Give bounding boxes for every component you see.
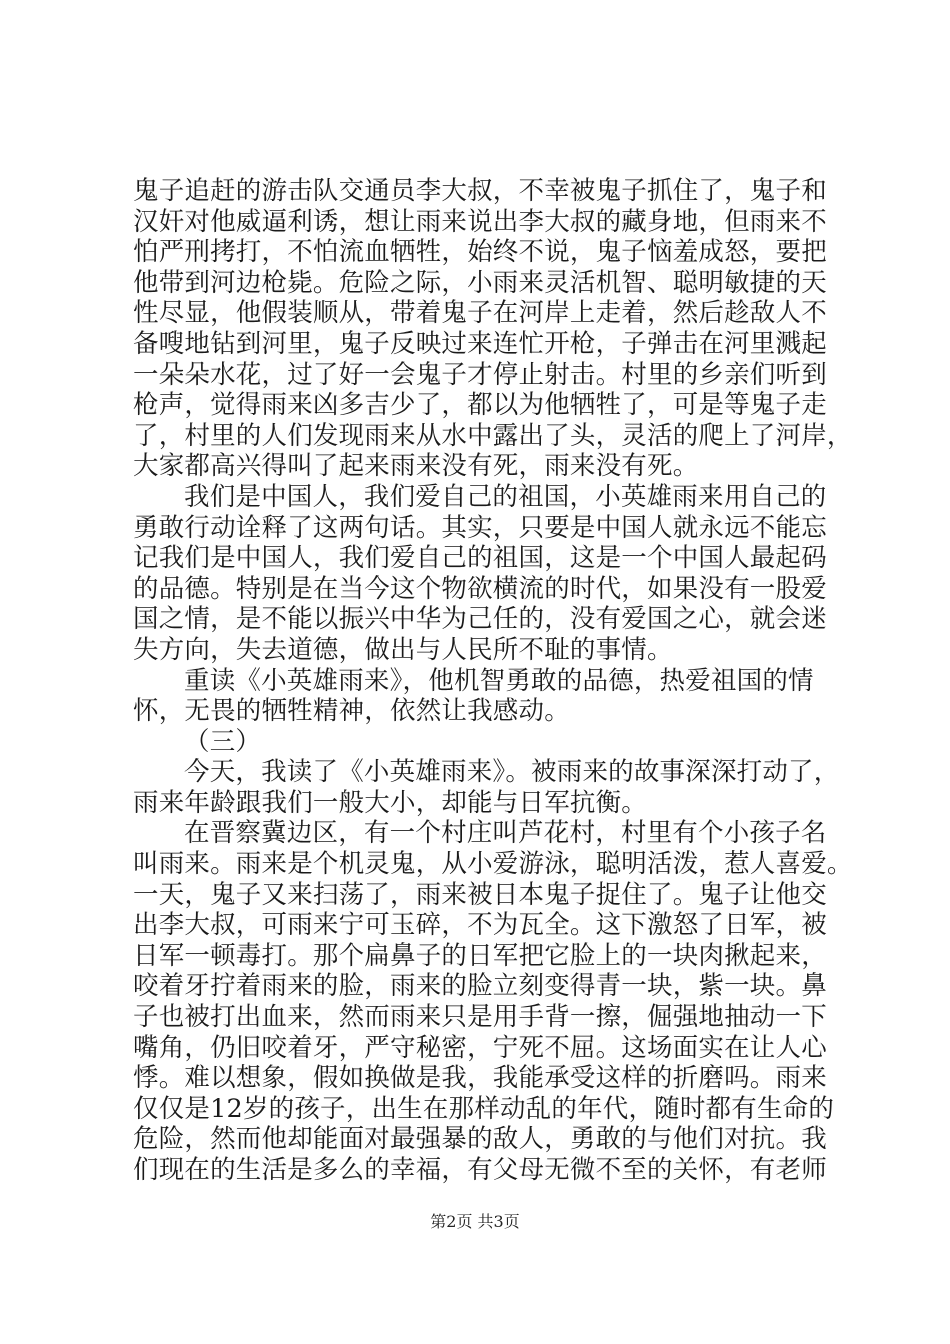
text-line: 汉奸对他威逼利诱，想让雨来说出李大叔的藏身地，但雨来不 [133, 206, 827, 237]
body-text [133, 176, 853, 1186]
text-line: 悸。难以想象，假如换做是我，我能承受这样的折磨吗。雨来 [133, 1063, 827, 1094]
text-line: 在晋察冀边区，有一个村庄叫芦花村，村里有个小孩子名 [184, 818, 827, 849]
text-line: 危险，然而他却能面对最强暴的敌人，勇敢的与他们对抗。我 [133, 1124, 827, 1155]
text-line: 他带到河边枪毙。危险之际，小雨来灵活机智、聪明敏捷的天 [133, 267, 827, 298]
text-line: 一天，鬼子又来扫荡了，雨来被日本鬼子捉住了。鬼子让他交 [133, 879, 827, 910]
text-line: 国之情，是不能以振兴中华为己任的，没有爱国之心，就会迷 [133, 604, 827, 635]
text-line: 咬着牙拧着雨来的脸，雨来的脸立刻变得青一块，紫一块。鼻 [133, 971, 827, 1002]
text-line: 子也被打出血来，然而雨来只是用手背一擦，倔强地抽动一下 [133, 1002, 827, 1033]
text-line: 鬼子追赶的游击队交通员李大叔，不幸被鬼子抓住了，鬼子和 [133, 176, 827, 206]
text-line: 一朵朵水花，过了好一会鬼子才停止射击。村里的乡亲们听到 [133, 359, 827, 390]
text-line: 我们是中国人，我们爱自己的祖国，小英雄雨来用自己的 [184, 481, 827, 512]
text-line: 今天，我读了《小英雄雨来》。被雨来的故事深深打动了， [184, 757, 840, 788]
text-line: 备嗖地钻到河里，鬼子反映过来连忙开枪，子弹击在河里溅起 [133, 328, 827, 359]
text-line: 的品德。特别是在当今这个物欲横流的时代，如果没有一股爱 [133, 573, 827, 604]
text-line: 嘴角，仍旧咬着牙，严守秘密，宁死不屈。这场面实在让人心 [133, 1032, 827, 1063]
text-line: 枪声，觉得雨来凶多吉少了，都以为他牺牲了，可是等鬼子走 [133, 390, 827, 421]
text-line: 叫雨来。雨来是个机灵鬼，从小爱游泳，聪明活泼，惹人喜爱。 [133, 849, 853, 880]
text-line: 勇敢行动诠释了这两句话。其实，只要是中国人就永远不能忘 [133, 512, 827, 543]
text-line: 雨来年龄跟我们一般大小，却能与日军抗衡。 [133, 787, 648, 818]
text-line: 了，村里的人们发现雨来从水中露出了头，灵活的爬上了河岸， [133, 420, 853, 451]
section-heading: （三） [184, 726, 262, 757]
text-line: 仅仅是12岁的孩子，出生在那样动乱的年代，随时都有生命的 [133, 1093, 835, 1124]
text-line: 出李大叔，可雨来宁可玉碎，不为瓦全。这下激怒了日军，被 [133, 910, 827, 941]
text-line: 怕严刑拷打，不怕流血牺牲，始终不说，鬼子恼羞成怒，要把 [133, 237, 827, 268]
text-line: 记我们是中国人，我们爱自己的祖国，这是一个中国人最起码 [133, 543, 827, 574]
text-line: 们现在的生活是多么的幸福，有父母无微不至的关怀，有老师 [133, 1155, 827, 1185]
text-line: 重读《小英雄雨来》，他机智勇敢的品德，热爱祖国的情 [184, 665, 814, 696]
text-line: 性尽显，他假装顺从，带着鬼子在河岸上走着，然后趁敌人不 [133, 298, 827, 329]
text-line: 失方向，失去道德，做出与人民所不耻的事情。 [133, 634, 673, 665]
text-line: 日军一顿毒打。那个扁鼻子的日军把它脸上的一块肉揪起来， [133, 940, 827, 971]
text-line: 怀，无畏的牺牲精神，依然让我感动。 [133, 696, 570, 727]
page-number-footer: 第2页 共3页 [430, 1212, 520, 1231]
text-line: 大家都高兴得叫了起来雨来没有死，雨来没有死。 [133, 451, 699, 482]
